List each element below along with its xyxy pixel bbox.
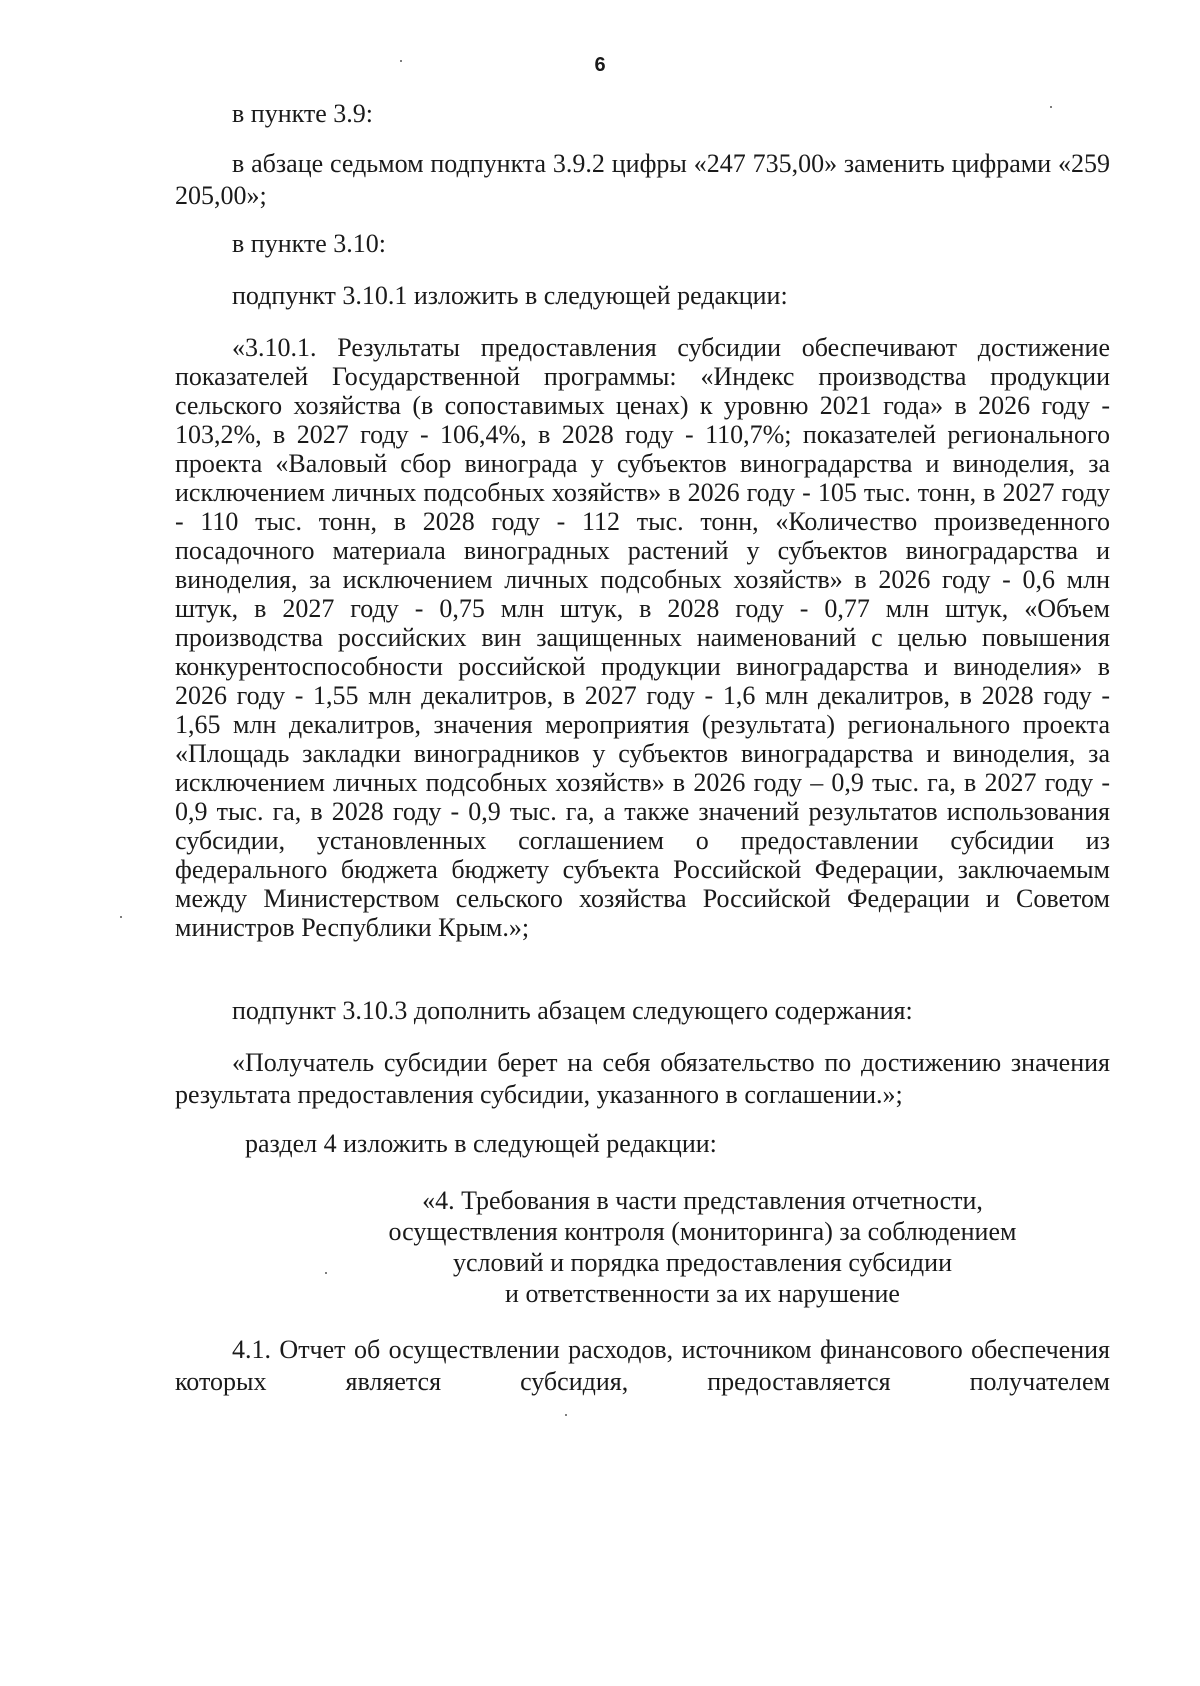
paragraph-text: «3.10.1. Результаты предоставления субсидии обеспечивают достижение показателей Государственной программы: «Индекс производства продукции сельского хозяйства (в сопоставимых ценах) к уровню 2021 года» в 2026 году - 103,2%, в 2027 году - 106,4%, в 2028 году - 110,7%; показателей регионального проекта «Валовый сбор винограда у субъектов виноградарства и виноделия, за исключением личных подсобных хозяйств» в 2026 году - 105 тыс. тонн, в 2027 году - 110 тыс. тонн, в 2028 году - 112 тыс. тонн, «Количество произведенного посадочного материала виноградных растений у субъектов виноградарства и виноделия, за исключением личных подсобных хозяйств» в 2026 году - 0,6 млн штук, в 2027 году - 0,75 млн штук, в 2028 году - 0,77 млн штук, «Объем производства российских вин защищенных наименований с целью повышения конкурентоспособности российской продукции виноградарства и виноделия» в 2026 году - 1,55 млн декалитров, в 2027 году - 1,6 млн декалитров, в 2028 году - 1,65 млн декалитров, значения мероприятия (результата) регионального проекта «Площадь закладки виноградников у субъектов виноградарства и виноделия, за исключением личных подсобных хозяйств» в 2026 году – 0,9 тыс. га, в 2027 году - 0,9 тыс. га, в 2028 году - 0,9 тыс. га, а также значений результатов использования субсидии, установленных соглашением о предоставлении субсидии из федерального бюджета бюджету субъекта Российской Федерации, заключаемым между Министерством сельского хозяйства Российской Федерации и Советом министров Республики Крым.»; xyxy=(175,333,1110,942)
paragraph-subpoint-3-9-2 xyxy=(175,148,1110,211)
scan-speck xyxy=(325,1272,327,1274)
heading-line: «4. Требования в части представления отчетности, xyxy=(422,1186,983,1215)
paragraph-text: раздел 4 изложить в следующей редакции: xyxy=(245,1129,717,1158)
paragraph-point-3-10 xyxy=(175,228,1110,260)
paragraph-text: в пункте 3.9: xyxy=(232,99,374,128)
paragraph-text: «Получатель субсидии берет на себя обязательство по достижению значения результата предоставления субсидии, указанного в соглашении.»; xyxy=(175,1048,1110,1109)
paragraph-text: 4.1. Отчет об осуществлении расходов, источником финансового обеспечения которых является субсидия, предоставляется получателем xyxy=(175,1335,1110,1396)
page-number: 6 xyxy=(594,54,606,76)
paragraph-point-4-1 xyxy=(175,1334,1110,1397)
paragraph-text: подпункт 3.10.1 изложить в следующей редакции: xyxy=(232,281,788,310)
paragraph-subpoint-3-10-3-text xyxy=(175,1047,1110,1110)
heading-line: условий и порядка предоставления субсидии xyxy=(453,1248,952,1277)
paragraph-section-4-intro xyxy=(175,1128,1110,1160)
paragraph-text: подпункт 3.10.3 дополнить абзацем следующего содержания: xyxy=(232,996,913,1025)
section-4-heading xyxy=(175,1185,1110,1309)
scan-speck xyxy=(400,60,402,62)
heading-line: и ответственности за их нарушение xyxy=(505,1279,900,1308)
paragraph-subpoint-3-10-3-intro xyxy=(175,995,1110,1027)
scan-speck xyxy=(120,916,122,918)
paragraph-subpoint-3-10-1-intro xyxy=(175,280,1110,312)
paragraph-text: в абзаце седьмом подпункта 3.9.2 цифры «247 735,00» заменить цифрами «259 205,00»; xyxy=(175,149,1110,210)
paragraph-text: в пункте 3.10: xyxy=(232,229,387,258)
heading-line: осуществления контроля (мониторинга) за соблюдением xyxy=(388,1217,1017,1246)
scan-speck xyxy=(1050,106,1052,108)
scan-speck xyxy=(565,1414,567,1416)
paragraph-subpoint-3-10-1-text xyxy=(175,333,1110,942)
paragraph-point-3-9 xyxy=(175,98,1110,130)
